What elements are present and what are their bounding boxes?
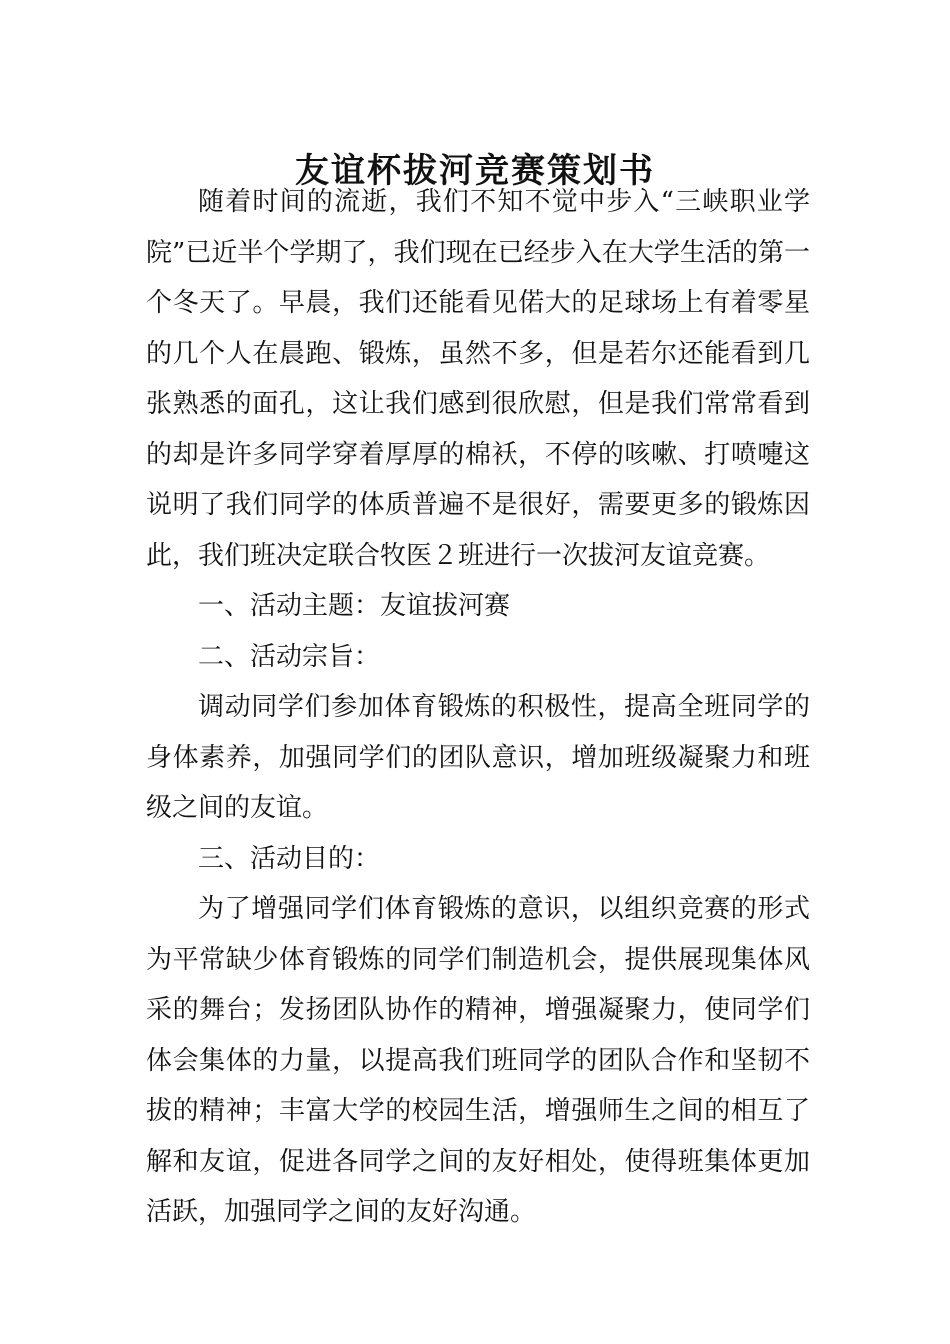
section-2-heading: 二、活动宗旨： [198,641,381,672]
section-3-heading: 三、活动目的： [198,843,381,874]
section-2-paragraph: 调动同学们参加体育锻炼的积极性，提高全班同学的身体素养，加强同学们的团队意识，增加班级凝聚力和班级之间的友谊。 [146,692,810,823]
document-body [146,177,810,1238]
intro-paragraph: 随着时间的流逝，我们不知不觉中步入“三峡职业学院”已近半个学期了，我们现在已经步入在大学生活的第一个冬天了。早晨，我们还能看见偌大的足球场上有着零星的几个人在晨跑、锻炼，虽然不多，但是若尔还能看到几张熟悉的面孔，这让我们感到很欣慰，但是我们常常看到的却是许多同学穿着厚厚的棉袄，不停的咳嗽、打喷嚏这说明了我们同学的体质普遍不是很好，需要更多的锻炼因此，我们班决定联合牧医２班进行一次拔河友谊竞赛。 [146,187,810,571]
document-title: 友谊杯拔河竞赛策划书 [295,150,655,191]
section-1-heading: 一、活动主题：友谊拔河赛 [198,591,511,621]
section-3-paragraph: 为了增强同学们体育锻炼的意识，以组织竞赛的形式为平常缺少体育锻炼的同学们制造机会，提供展现集体风采的舞台；发扬团队协作的精神，增强凝聚力，使同学们体会集体的力量，以提高我们班同学的团队合作和坚韧不拔的精神；丰富大学的校园生活，增强师生之间的相互了解和友谊，促进各同学之间的友好相处，使得班集体更加活跃，加强同学之间的友好沟通。 [146,894,810,1227]
